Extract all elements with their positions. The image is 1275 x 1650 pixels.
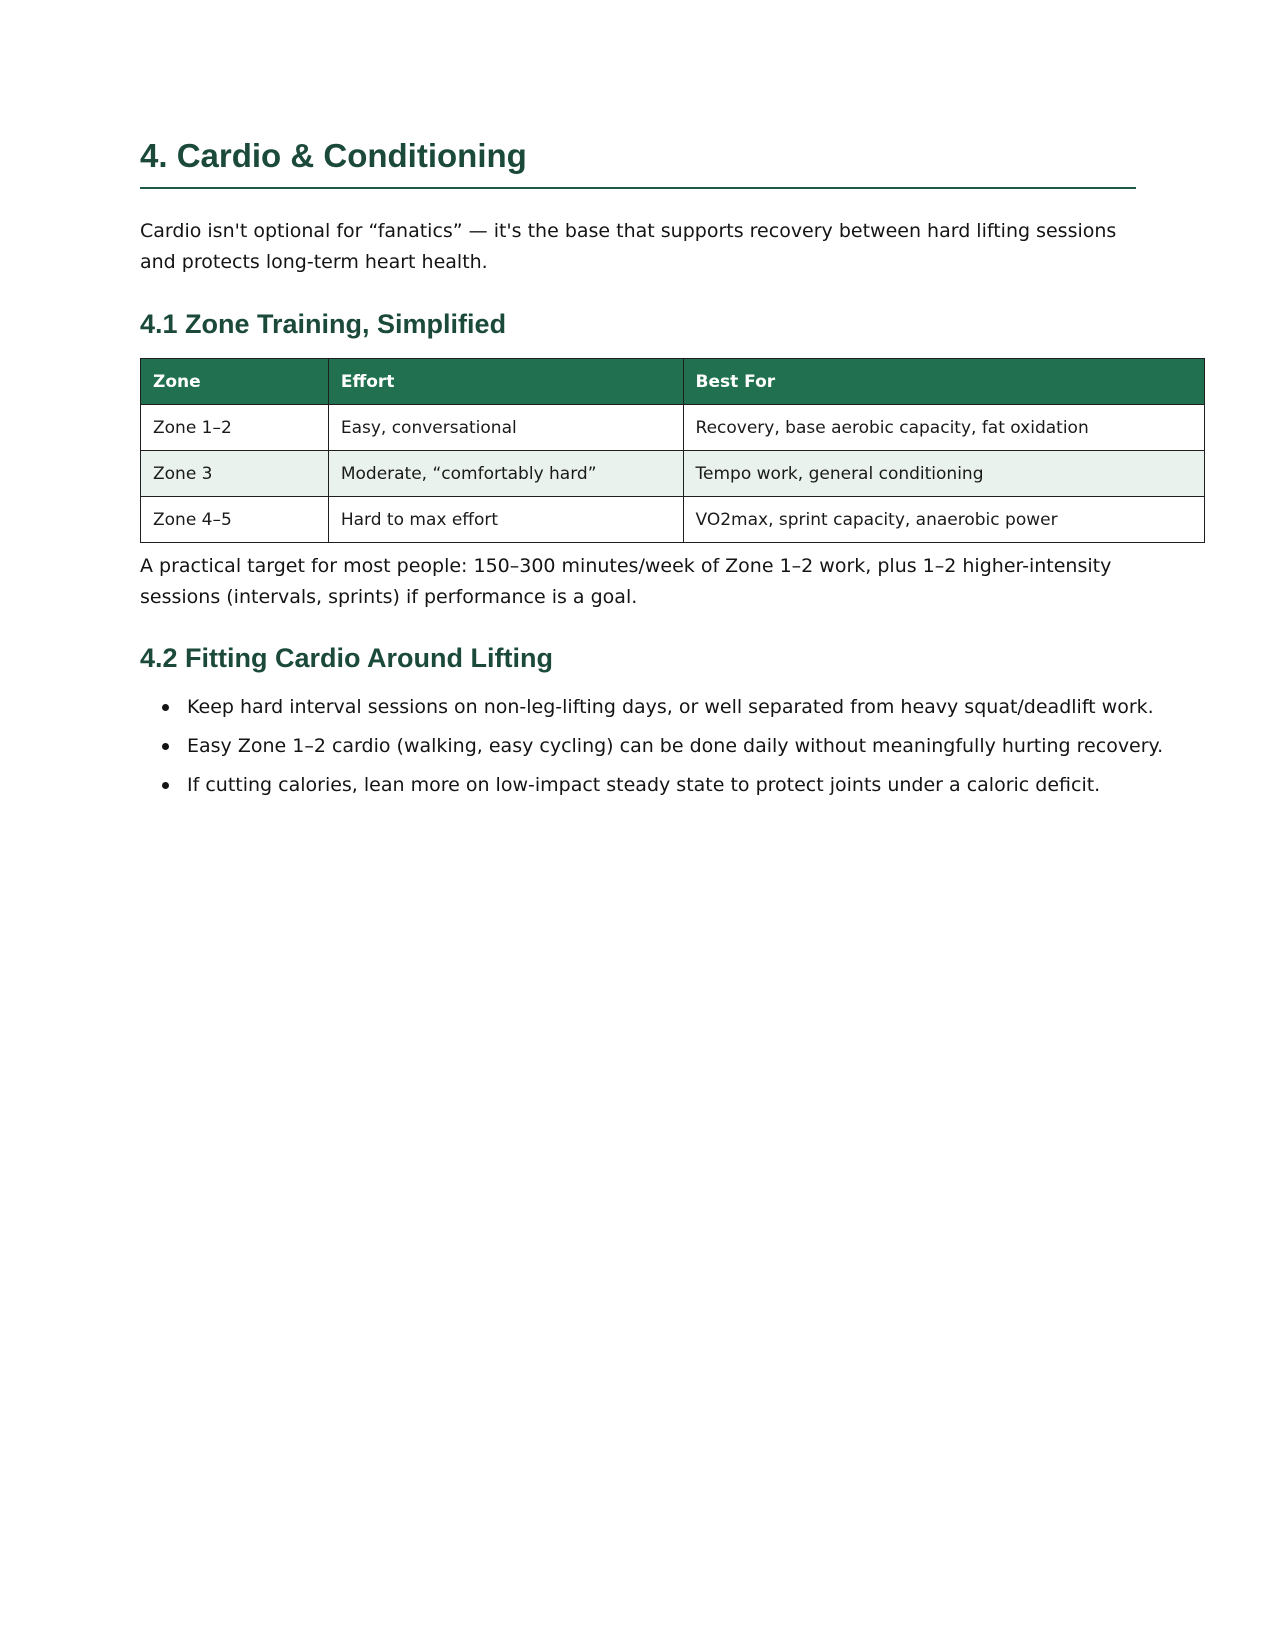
- cell-best-for: Recovery, base aerobic capacity, fat oxidation: [683, 405, 1204, 451]
- table-row: [141, 451, 1205, 497]
- list-item-text: Easy Zone 1–2 cardio (walking, easy cycling) can be done daily without meaningfully hurting recovery.: [187, 735, 1164, 757]
- table-row: [141, 497, 1205, 543]
- cell-best-for: VO2max, sprint capacity, anaerobic power: [683, 497, 1204, 543]
- cell-effort: Easy, conversational: [328, 405, 683, 451]
- column-header-zone: Zone: [141, 359, 329, 405]
- list-item: [140, 770, 1163, 809]
- column-header-effort: Effort: [328, 359, 683, 405]
- list-item-text: If cutting calories, lean more on low-impact steady state to protect joints under a caloric deficit.: [187, 774, 1101, 796]
- cell-zone: Zone 1–2: [141, 405, 329, 451]
- fitting-cardio-list: [140, 692, 1163, 809]
- zone-table: [140, 358, 1205, 543]
- list-item: [140, 692, 1163, 731]
- cell-effort: Moderate, “comfortably hard”: [328, 451, 683, 497]
- table-header-row: [141, 359, 1205, 405]
- list-item: [140, 731, 1163, 770]
- cell-best-for: Tempo work, general conditioning: [683, 451, 1204, 497]
- target-note-paragraph: A practical target for most people: 150–300 minutes/week of Zone 1–2 work, plus 1–2 higher-intensity sessions (intervals, sprints) if performance is a goal.: [140, 555, 1112, 608]
- list-item-text: Keep hard interval sessions on non-leg-lifting days, or well separated from heavy squat/deadlift work.: [187, 696, 1154, 718]
- bullet-icon: [162, 704, 169, 711]
- bullet-icon: [162, 782, 169, 789]
- cell-zone: Zone 3: [141, 451, 329, 497]
- fitting-cardio-heading: 4.2 Fitting Cardio Around Lifting: [140, 643, 553, 673]
- cell-zone: Zone 4–5: [141, 497, 329, 543]
- bullet-icon: [162, 743, 169, 750]
- cell-effort: Hard to max effort: [328, 497, 683, 543]
- section-title: 4. Cardio & Conditioning: [140, 137, 527, 174]
- intro-paragraph: Cardio isn't optional for “fanatics” — it's the base that supports recovery between hard lifting sessions and protects long-term heart health.: [140, 220, 1117, 273]
- zone-training-heading: 4.1 Zone Training, Simplified: [140, 309, 507, 339]
- table-row: [141, 405, 1205, 451]
- title-divider: [140, 187, 1136, 189]
- column-header-best-for: Best For: [683, 359, 1204, 405]
